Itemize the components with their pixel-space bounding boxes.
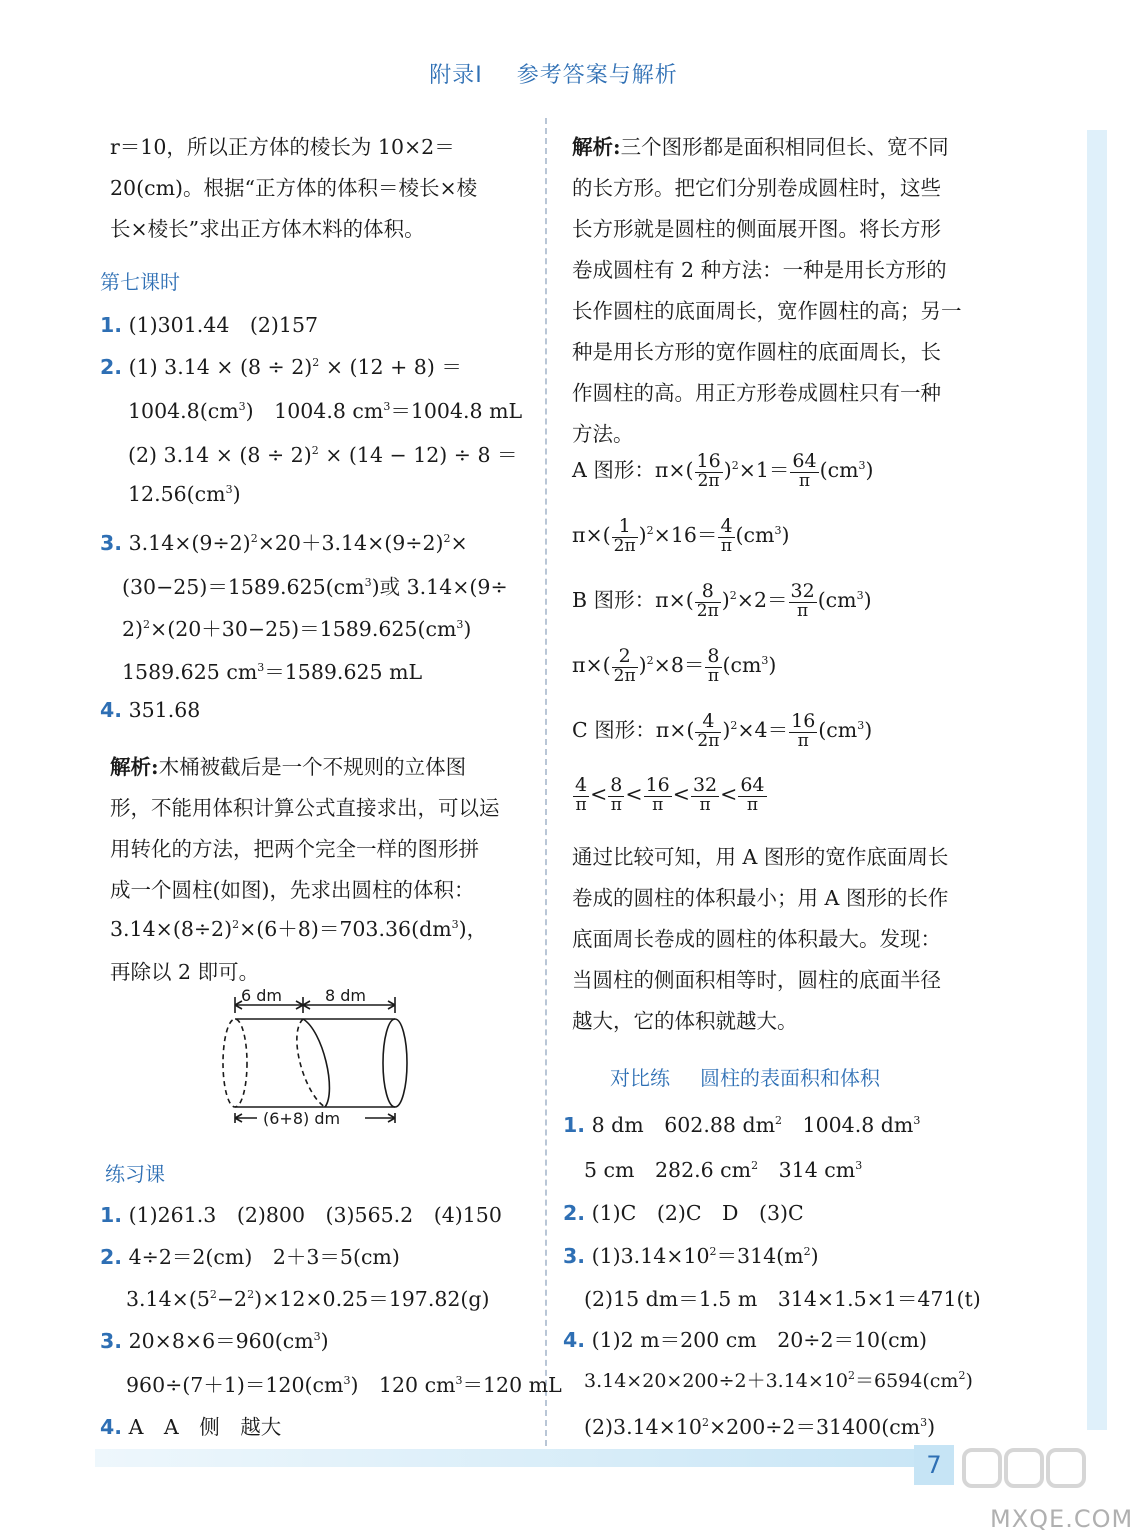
- formula-part: × (14 − 12) ÷ 8 ＝: [318, 443, 518, 467]
- formula-part: 12.56(cm: [128, 482, 226, 506]
- formula-part: 1004.8 dm: [782, 1113, 914, 1137]
- exponent: 3: [451, 918, 459, 931]
- compare-q4-line-3: [584, 1410, 935, 1440]
- numerator: 8: [695, 582, 721, 603]
- section-title-part: 圆柱的表面积和体积: [700, 1066, 880, 1090]
- page-number: 7: [914, 1445, 954, 1485]
- denominator: 2π: [613, 535, 636, 556]
- analysis-line-1: [110, 750, 466, 780]
- question-number: 2.: [100, 355, 123, 379]
- intro-line-1: r＝10，所以正方体的棱长为 10×2＝: [110, 135, 455, 159]
- analysis-line-5: [110, 912, 487, 942]
- conclusion-line-2: 卷成的圆柱的体积最小；用 A 图形的长作: [572, 886, 949, 910]
- formula-part: )×12×0.25＝197.82(g): [254, 1287, 490, 1311]
- denominator: π: [798, 470, 811, 491]
- denominator: π: [797, 600, 809, 621]
- exponent: 2: [209, 1288, 217, 1301]
- compare-q4-line-2: [584, 1366, 973, 1393]
- exponent: 2: [701, 1416, 709, 1429]
- exponent: 2: [311, 444, 319, 457]
- formula-B-1: B 图形：π×( $\frac{8}{2\pi}$ )$^2$×2＝ $\frac{32}{\pi}$ $(cm^3)$: [572, 580, 872, 621]
- question-number: 2.: [563, 1201, 586, 1225]
- analysis-line-3: 用转化的方法，把两个完全一样的图形拼: [110, 837, 479, 861]
- denominator: 2π: [697, 470, 720, 491]
- pi-symbol: π: [655, 587, 669, 612]
- practice-q2-line-1: [100, 1240, 400, 1270]
- watermark-shape: [1006, 1450, 1042, 1486]
- practice-q4: [100, 1410, 281, 1440]
- header-title: 参考答案与解析: [516, 63, 678, 88]
- question-number: 2.: [100, 1245, 123, 1269]
- exponent: 3: [383, 400, 391, 413]
- answer-text: (1)2 m＝200 cm 20÷2＝10(cm): [591, 1328, 928, 1352]
- answer-q2-line-3: [128, 438, 518, 468]
- formula-part: (2) 3.14 × (8 ÷ 2): [128, 443, 312, 467]
- answer-text: (1)C (2)C D (3)C: [591, 1201, 804, 1225]
- question-number: 4.: [100, 698, 123, 722]
- fraction: [718, 517, 734, 556]
- formula-part: ×2＝: [736, 587, 788, 612]
- exponent: 3: [238, 400, 246, 413]
- exponent: 3: [455, 1374, 463, 1387]
- exponent: 3: [364, 576, 372, 589]
- unit: ): [863, 587, 872, 612]
- formula-part: 20×8×6＝960(cm: [128, 1329, 314, 1353]
- formula-part: 3.14×(5: [126, 1287, 210, 1311]
- formula-part: ×1＝: [738, 457, 790, 482]
- compare-q2: [563, 1196, 804, 1226]
- numerator: 64: [740, 774, 765, 796]
- formula-part: 314 cm: [758, 1158, 856, 1182]
- numerator: 32: [692, 774, 718, 796]
- unit: ): [864, 717, 873, 742]
- numerator: 16: [791, 710, 816, 732]
- formula-A-1: A 图形：π×( $\frac{16}{2\pi}$ )$^2$×1＝ $\frac{64}{\pi}$ $(cm^3)$: [572, 450, 874, 491]
- denominator: π: [699, 794, 711, 815]
- denominator: π: [720, 535, 733, 556]
- answer-text: 351.68: [128, 698, 201, 722]
- fraction: [789, 712, 817, 751]
- exponent: 2: [247, 1288, 255, 1301]
- analysis-line-4: 成一个圆柱(如图)，先求出圆柱的体积：: [110, 878, 475, 902]
- question-number: 1.: [100, 313, 123, 337]
- formula-part: 2): [122, 617, 144, 641]
- practice-q1: [100, 1198, 502, 1228]
- formula-A-2: π×( $\frac{1}{2\pi}$ )$^2$×16＝ $\frac{4}{\pi}$ $(cm^3)$: [572, 515, 790, 556]
- formula-part: ＝1004.8 mL: [390, 399, 523, 423]
- exponent: 3: [343, 1374, 351, 1387]
- formula-part: ): [810, 1244, 819, 1268]
- exponent: 3: [456, 618, 464, 631]
- label-6dm: 6 dm: [241, 986, 283, 1005]
- fraction: [644, 776, 672, 815]
- exponent: 3: [774, 523, 782, 537]
- intro-line-3: 长×棱长”求出正方体木料的体积。: [110, 217, 425, 241]
- fraction: [612, 647, 638, 686]
- pi-symbol: π: [655, 717, 670, 742]
- formula-part: ): [463, 617, 472, 641]
- formula-part: )，: [458, 917, 488, 941]
- formula-part: ): [232, 482, 241, 506]
- analysis-label: 解析:: [110, 755, 159, 779]
- pi-symbol: π: [654, 457, 669, 482]
- cylinder-diagram: [215, 985, 415, 1130]
- formula-part: 3.14×(8÷2): [110, 917, 233, 941]
- conclusion-line-4: 当圆柱的侧面积相等时，圆柱的底面半径: [572, 968, 941, 992]
- unit: (cm: [817, 587, 857, 612]
- fraction: [789, 582, 817, 621]
- exponent: 3: [257, 661, 265, 674]
- formula-part: (1)3.14×10: [591, 1244, 710, 1268]
- fraction: [612, 517, 638, 556]
- intro-line-2: 20(cm)。根据“正方体的体积＝棱长×棱: [110, 176, 478, 200]
- exponent: 2: [646, 653, 654, 667]
- formula-part: ×200÷2＝31400(cm: [708, 1415, 921, 1439]
- left-end-ellipse: [223, 1019, 247, 1107]
- unit: ): [865, 457, 874, 482]
- question-number: 3.: [100, 1329, 123, 1353]
- formula-part: ×(20＋30−25)＝1589.625(cm: [150, 617, 457, 641]
- unit: (cm: [735, 522, 775, 547]
- denominator: π: [746, 794, 758, 815]
- column-divider: [545, 118, 547, 1446]
- numerator: 8: [707, 645, 720, 667]
- analysis-line-2: 形，不能用体积计算公式直接求出，可以运: [110, 796, 500, 820]
- exponent: 2: [646, 523, 654, 537]
- cut-line-front: [303, 1019, 329, 1107]
- denominator: π: [707, 665, 720, 686]
- formula-part: ＝1589.625 mL: [264, 660, 423, 684]
- formula-B-2: π×( $\frac{2}{2\pi}$ )$^2$×8＝ $\frac{8}{\pi}$ $(cm^3)$: [572, 645, 777, 686]
- analysis-right-line-5: 长作圆柱的底面周长，宽作圆柱的高；另一: [572, 299, 962, 323]
- pi-symbol: π: [572, 652, 586, 677]
- compare-q3-line-2: (2)15 dm＝1.5 m 314×1.5×1＝471(t): [584, 1287, 981, 1311]
- exponent: 2: [729, 588, 737, 602]
- numerator: 16: [645, 774, 670, 796]
- formula-part: ×4＝: [737, 717, 789, 742]
- formula-part: ×8＝: [653, 652, 705, 677]
- analysis-right-line-3: 长方形就是圆柱的侧面展开图。将长方形: [572, 217, 941, 241]
- answer-q3-line-2: [122, 570, 508, 600]
- numerator: 4: [720, 515, 733, 537]
- exponent: 2: [709, 1245, 717, 1258]
- question-number: 4.: [100, 1415, 123, 1439]
- numerator: 4: [695, 712, 721, 733]
- cut-line-back: [297, 1019, 325, 1107]
- answer-q3-line-3: [122, 612, 471, 642]
- exponent: 2: [731, 458, 739, 472]
- page-header: [0, 58, 1107, 89]
- formula-part: −2: [216, 1287, 248, 1311]
- exponent: 2: [232, 918, 240, 931]
- footer-band: [95, 1449, 915, 1467]
- exponent: 2: [803, 1245, 811, 1258]
- formula-part: ) 120 cm: [350, 1373, 456, 1397]
- fraction: [790, 452, 818, 491]
- exponent: 3: [761, 653, 769, 667]
- label-total-length: (6+8) dm: [263, 1109, 341, 1128]
- section-title-lesson7: 第七课时: [100, 270, 180, 294]
- analysis-right-line-4: 卷成圆柱有 2 种方法：一种是用长方形的: [572, 258, 947, 282]
- conclusion-line-3: 底面周长卷成的圆柱的体积最大。发现：: [572, 927, 941, 951]
- exponent: 3: [313, 1330, 321, 1343]
- question-number: 4.: [563, 1328, 586, 1352]
- numerator: 1: [612, 517, 638, 538]
- fraction: [695, 452, 723, 491]
- answer-text: A A 侧 越大: [128, 1415, 282, 1439]
- fraction: [691, 776, 719, 815]
- unit: ): [768, 652, 777, 677]
- practice-q3-line-2: [126, 1368, 562, 1398]
- shape-label: B 图形：: [572, 587, 656, 612]
- exponent: 3: [856, 588, 864, 602]
- section-title-comparison: [610, 1062, 880, 1091]
- exponent: 3: [857, 718, 865, 732]
- formula-part: 1589.625 cm: [122, 660, 258, 684]
- formula-part: )或 3.14×(9÷: [371, 575, 508, 599]
- question-number: 1.: [563, 1113, 586, 1137]
- answer-q2-line-2: [128, 394, 522, 424]
- analysis-right-line-6: 种是用长方形的宽作圆柱的底面周长，长: [572, 340, 941, 364]
- section-title-practice: 练习课: [105, 1162, 165, 1186]
- formula-part: ＝120 mL: [462, 1373, 562, 1397]
- analysis-right-line-2: 的长方形。把它们分别卷成圆柱时，这些: [572, 176, 941, 200]
- exponent: 3: [913, 1114, 921, 1127]
- formula-part: × (12 + 8) ＝: [319, 355, 462, 379]
- denominator: π: [797, 730, 809, 751]
- pi-symbol: π: [572, 522, 586, 547]
- exponent: 2: [751, 1159, 759, 1172]
- fraction: [695, 582, 721, 621]
- formula-part: (30−25)＝1589.625(cm: [122, 575, 365, 599]
- formula-part: (2)3.14×10: [584, 1415, 702, 1439]
- exponent: 3: [858, 458, 866, 472]
- formula-part: 1004.8(cm: [128, 399, 239, 423]
- fraction: [738, 776, 766, 815]
- practice-q2-line-2: [126, 1282, 490, 1312]
- answer-q3-line-1: [100, 526, 468, 556]
- label-8dm: 8 dm: [325, 986, 367, 1005]
- fraction: [573, 776, 589, 815]
- answer-q1: [100, 308, 318, 338]
- analysis-line-6: 再除以 2 即可。: [110, 960, 260, 984]
- unit: (cm: [819, 457, 859, 482]
- exponent: 2: [143, 618, 151, 631]
- watermark-shape: [1048, 1450, 1084, 1486]
- denominator: 2π: [613, 665, 636, 686]
- answer-text: (1)261.3 (2)800 (3)565.2 (4)150: [128, 1203, 502, 1227]
- formula-part: 3.14×20×200÷2＋3.14×10: [584, 1370, 848, 1392]
- analysis-text: 三个图形都是面积相同但长、宽不同: [620, 135, 949, 159]
- question-number: 3.: [100, 531, 123, 555]
- formula-part: ): [320, 1329, 329, 1353]
- shape-label: C 图形：: [572, 717, 656, 742]
- analysis-text: 木桶被截后是一个不规则的立体图: [158, 755, 467, 779]
- question-number: 3.: [563, 1244, 586, 1268]
- watermark-shape: [964, 1450, 1000, 1486]
- answer-q2-line-1: [100, 350, 462, 380]
- denominator: 2π: [696, 600, 719, 621]
- fraction-comparison: $\frac{4}{\pi}$ < $\frac{8}{\pi}$ < $\frac{16}{\pi}$ < $\frac{32}{\pi}$ < $\frac{64}{\pi}$: [575, 774, 765, 815]
- numerator: 2: [612, 647, 638, 668]
- numerator: 4: [575, 774, 588, 796]
- numerator: 8: [610, 774, 623, 796]
- numerator: 16: [696, 450, 721, 472]
- formula-part: ): [965, 1370, 973, 1392]
- formula-part: ×20＋3.14×(9÷2): [257, 531, 444, 555]
- exponent: 2: [848, 1369, 855, 1382]
- answer-text: 4÷2＝2(cm) 2＋3＝5(cm): [128, 1245, 400, 1269]
- exponent: 2: [730, 718, 738, 732]
- unit: (cm: [818, 717, 858, 742]
- unit: (cm: [722, 652, 762, 677]
- denominator: π: [652, 794, 664, 815]
- practice-q3-line-1: [100, 1324, 329, 1354]
- right-end-ellipse: [383, 1019, 407, 1107]
- formula-part: ＝6594(cm: [855, 1370, 959, 1392]
- numerator: 32: [790, 580, 815, 602]
- conclusion-line-1: 通过比较可知，用 A 图形的宽作底面周长: [572, 845, 949, 869]
- formula-C-1: C 图形：π×( $\frac{4}{2\pi}$ )$^2$×4＝ $\frac{16}{\pi}$ $(cm^3)$: [572, 710, 873, 751]
- compare-q1-line-2: [584, 1153, 862, 1183]
- question-number: 1.: [100, 1203, 123, 1227]
- answer-q3-line-4: [122, 655, 422, 685]
- formula-part: ): [927, 1415, 936, 1439]
- fraction: [608, 776, 624, 815]
- denominator: π: [610, 794, 622, 815]
- numerator: 64: [792, 450, 817, 472]
- formula-part: ×: [450, 531, 468, 555]
- analysis-right-line-8: 方法。: [572, 422, 634, 446]
- formula-part: ＝314(m: [716, 1244, 804, 1268]
- formula-part: ×16＝: [653, 522, 718, 547]
- exponent: 2: [958, 1369, 966, 1382]
- compare-q3-line-1: [563, 1239, 819, 1269]
- fraction: [695, 712, 721, 751]
- answer-text: (1)301.44 (2)157: [128, 313, 319, 337]
- formula-part: ×(6＋8)＝703.36(dm: [239, 917, 452, 941]
- analysis-right-line-1: [572, 130, 949, 160]
- fraction: [705, 647, 721, 686]
- formula-part: ) 1004.8 cm: [245, 399, 384, 423]
- exponent: 3: [855, 1159, 863, 1172]
- exponent: 2: [775, 1114, 783, 1127]
- side-band: [1087, 130, 1107, 1430]
- exponent: 2: [312, 356, 320, 369]
- conclusion-line-5: 越大，它的体积就越大。: [572, 1009, 798, 1033]
- exponent: 3: [225, 483, 233, 496]
- formula-part: 3.14×(9÷2): [128, 531, 251, 555]
- formula-part: (1) 3.14 × (8 ÷ 2): [128, 355, 313, 379]
- denominator: 2π: [697, 730, 720, 751]
- analysis-label: 解析:: [572, 135, 621, 159]
- exponent: 3: [920, 1416, 928, 1429]
- formula-part: 8 dm 602.88 dm: [591, 1113, 776, 1137]
- answer-q4: [100, 698, 200, 722]
- answer-q2-line-4: [128, 482, 241, 506]
- compare-q4-line-1: [563, 1323, 927, 1353]
- watermark-text: MXQE.COM: [990, 1505, 1133, 1533]
- exponent: 2: [443, 532, 451, 545]
- formula-part: 5 cm 282.6 cm: [584, 1158, 752, 1182]
- section-title-part: 对比练: [610, 1066, 670, 1090]
- shape-label: A 图形：: [572, 457, 655, 482]
- unit: ): [781, 522, 790, 547]
- compare-q1-line-1: [563, 1108, 920, 1138]
- exponent: 2: [250, 532, 258, 545]
- formula-part: 960÷(7＋1)＝120(cm: [126, 1373, 344, 1397]
- analysis-right-line-7: 作圆柱的高。用正方形卷成圆柱只有一种: [572, 381, 941, 405]
- appendix-label: 附录Ⅰ: [429, 63, 483, 88]
- denominator: π: [575, 794, 587, 815]
